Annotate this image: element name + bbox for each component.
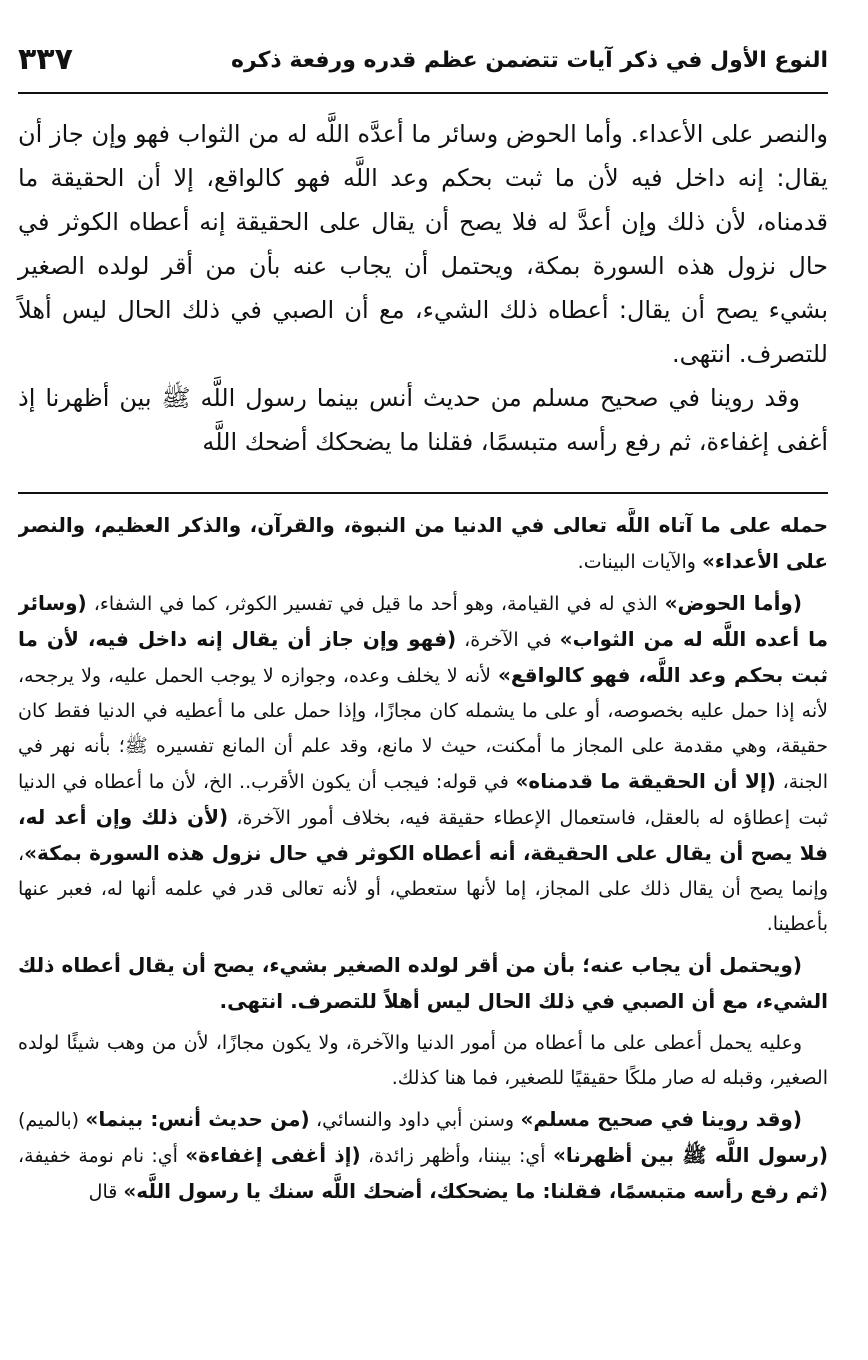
commentary-quote: (من حديث أنس: بينما»	[85, 1107, 310, 1131]
commentary-text: (بالميم)	[18, 1109, 86, 1131]
commentary-quote: (إذ أغفى إغفاءة»	[185, 1143, 361, 1167]
commentary-paragraph-5	[18, 1102, 828, 1210]
commentary-paragraph-2	[18, 586, 828, 942]
commentary-text: أي: بيننا، وأظهر زائدة،	[360, 1145, 553, 1167]
commentary-quote: (وقد روينا في صحيح مسلم»	[520, 1107, 802, 1131]
main-paragraph-2: وقد روينا في صحيح مسلم من حديث أنس بينما رسول اللَّه ﷺ بين أظهرنا إذ أغفى إغفاءة، ثم رفع رأسه متبسمًا، فقلنا ما يضحكك أضحك اللَّه	[18, 384, 828, 456]
commentary-quote: (فهو وإن جاز أن يقال إنه داخل فيه، لأن ما ثبت بحكم وعد اللَّه، فهو كالواقع»	[18, 627, 828, 687]
commentary-text: لأنه لا يخلف وعده، وجوازه لا يوجب الحمل عليه، ولا يرجحه، لأنه إذا حمل عليه بخصوصه، أو على ما يشمله كان مجازًا، وإذا حمل على ما أعطيه في الدنيا فقط كان حقيقة، وهي مقدمة على المجاز ما أمكنت، حيث لا مانع، وقد علم أن المانع تفسيره ﷺ؛ بأنه نهر في الجنة،	[18, 665, 828, 793]
commentary-quote: (ويحتمل أن يجاب عنه؛ بأن من أقر لولده الصغير بشيء، يصح أن يقال أعطاه ذلك الشيء، مع أن الصبي في ذلك الحال ليس أهلاً للتصرف. انتهى.	[18, 953, 828, 1013]
commentary-text: وسنن أبي داود والنسائي،	[309, 1109, 521, 1131]
commentary-text: أي: نام نومة خفيفة،	[18, 1145, 186, 1167]
running-title: النوع الأول في ذكر آيات تتضمن عظم قدره ورفعة ذكره	[230, 48, 828, 73]
commentary-quote: (رسول اللَّه ﷺ بين أظهرنا»	[552, 1143, 828, 1167]
commentary-text: ، وإنما يصح أن يقال ذلك على المجاز، إما لأنها ستعطي، أو لأنه تعالى قدر في علمه أنها له، فعبر عنها بأعطينا.	[18, 843, 828, 935]
commentary-paragraph-3	[18, 948, 828, 1020]
commentary-quote: حمله على ما آتاه اللَّه تعالى في الدنيا من النبوة، والقرآن، والذكر العظيم، والنصر على الأعداء»	[18, 513, 828, 573]
commentary-quote: (لأن ذلك وإن أعد له، فلا يصح أن يقال على الحقيقة، أنه أعطاه الكوثر في حال نزول هذه السورة بمكة»	[18, 805, 828, 865]
commentary-quote: (إلا أن الحقيقة ما قدمناه»	[515, 769, 776, 793]
page-number: ٣٣٧	[18, 42, 73, 77]
commentary-text: الذي له في القيامة، وهو أحد ما قيل في تفسير الكوثر، كما في الشفاء،	[86, 593, 665, 615]
commentary-text: والآيات البينات.	[577, 551, 702, 573]
commentary-paragraph-1	[18, 508, 828, 580]
commentary-quote: (وسائر ما أعده اللَّه له من الثواب»	[18, 591, 828, 651]
commentary-quote: (	[792, 591, 802, 615]
commentary-quote: (ثم رفع رأسه متبسمًا، فقلنا: ما يضحكك، أضحك اللَّه سنك يا رسول اللَّه»	[123, 1179, 828, 1203]
commentary-text: قال	[88, 1181, 124, 1203]
page-header	[18, 38, 828, 94]
commentary-text: وعليه يحمل أعطى على ما أعطاه من أمور الدنيا والآخرة، ولا يكون مجازًا، لأن من وهب شيئًا لولده الصغير، وقبله له صار ملكًا حقيقيًا للصغير، فما هنا كذلك.	[18, 1032, 828, 1089]
commentary-paragraph-4	[18, 1026, 828, 1096]
commentary-text: في قوله: فيجب أن يكون الأقرب.. الخ، لأن ما أعطاه في الدنيا ثبت إعطاؤه له بالعقل، فاستعمال الإعطاء حقيقة فيه، بخلاف أمور الآخرة،	[18, 771, 828, 829]
commentary-block	[18, 508, 828, 1328]
commentary-text: في الآخرة،	[456, 629, 560, 651]
main-paragraph-1: والنصر على الأعداء. وأما الحوض وسائر ما أعدَّه اللَّه له من الثواب فهو وإن جاز أن يقال: إنه داخل فيه لأن ما ثبت بحكم وعد اللَّه فهو كالواقع، إلا أن الحقيقة ما قدمناه، لأن ذلك وإن أعدَّ له فلا يصح أن يقال على الحقيقة إنه أعطاه الكوثر في حال نزول هذه السورة بمكة، ويحتمل أن يجاب عنه بأن من أقر لولده الصغير بشيء يصح أن يقال: أعطاه ذلك الشيء، مع أن الصبي في ذلك الحال ليس أهلاً للتصرف. انتهى.	[18, 120, 828, 368]
section-divider	[18, 492, 828, 494]
main-text-block	[18, 112, 828, 472]
commentary-quote: وأما الحوض»	[664, 591, 793, 615]
